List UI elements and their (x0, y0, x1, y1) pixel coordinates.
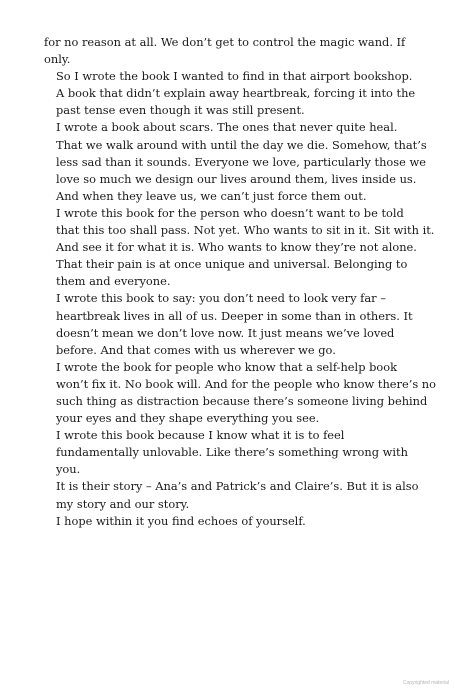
paragraph (44, 359, 436, 427)
text-line: And when they leave us, we can’t just force them out. (56, 188, 367, 203)
text-line: doesn’t mean we don’t love now. It just means we’ve loved (56, 325, 395, 340)
text-line: heartbreak lives in all of us. Deeper in some than in others. It (56, 308, 413, 323)
paragraph (44, 513, 419, 530)
paragraph (44, 205, 435, 290)
paragraph (44, 68, 419, 85)
text-line: I wrote this book to say: you don’t need to look very far – (56, 291, 386, 306)
text-line: I wrote this book for the person who doesn’t want to be told (56, 205, 404, 220)
text-line: I wrote this book because I know what it is to feel (56, 428, 345, 443)
text-line: I wrote a book about scars. The ones that never quite heal. (56, 120, 398, 135)
text-line: your eyes and they shape everything you see. (56, 411, 320, 426)
text-line: That their pain is at once unique and universal. Belonging to (56, 257, 408, 272)
text-line: fundamentally unlovable. Like there’s something wrong with (56, 445, 408, 460)
text-line: that this too shall pass. Not yet. Who wants to sit in it. Sit with it. (56, 223, 435, 238)
paragraph (44, 119, 427, 204)
text-line: you. (56, 462, 81, 477)
paragraph (44, 427, 419, 478)
text-line: I wrote the book for people who know that a self-help book (56, 359, 398, 374)
text-line: past tense even though it was still present. (56, 103, 305, 118)
page-body (44, 34, 436, 530)
text-line: them and everyone. (56, 274, 171, 289)
text-line: for no reason at all. We don’t get to control the magic wand. If (44, 35, 406, 49)
copyright-notice: Copyrighted material (402, 680, 449, 686)
text-line: It is their story – Ana’s and Patrick’s and Claire’s. But it is also (56, 479, 419, 494)
text-line: before. And that comes with us wherever we go. (56, 342, 336, 357)
text-line: won’t fix it. No book will. And for the people who know there’s no (56, 376, 436, 391)
text-line: I hope within it you find echoes of yourself. (56, 513, 306, 528)
text-line: less sad than it sounds. Everyone we love, particularly those we (56, 154, 426, 169)
text-line: And see it for what it is. Who wants to know they’re not alone. (56, 240, 417, 255)
text-line: A book that didn’t explain away heartbreak, forcing it into the (56, 86, 416, 101)
text-line: only. (44, 52, 71, 67)
text-line: my story and our story. (56, 496, 190, 511)
text-line: such thing as distraction because there’s someone living behind (56, 393, 428, 408)
text-line: That we walk around with until the day we die. Somehow, that’s (56, 137, 427, 152)
text-line: love so much we design our lives around them, lives inside us. (56, 171, 417, 186)
text-line: So I wrote the book I wanted to find in that airport bookshop. (56, 69, 413, 84)
paragraph (44, 478, 419, 512)
paragraph (44, 34, 419, 68)
paragraph (44, 290, 419, 358)
paragraph (44, 85, 419, 119)
